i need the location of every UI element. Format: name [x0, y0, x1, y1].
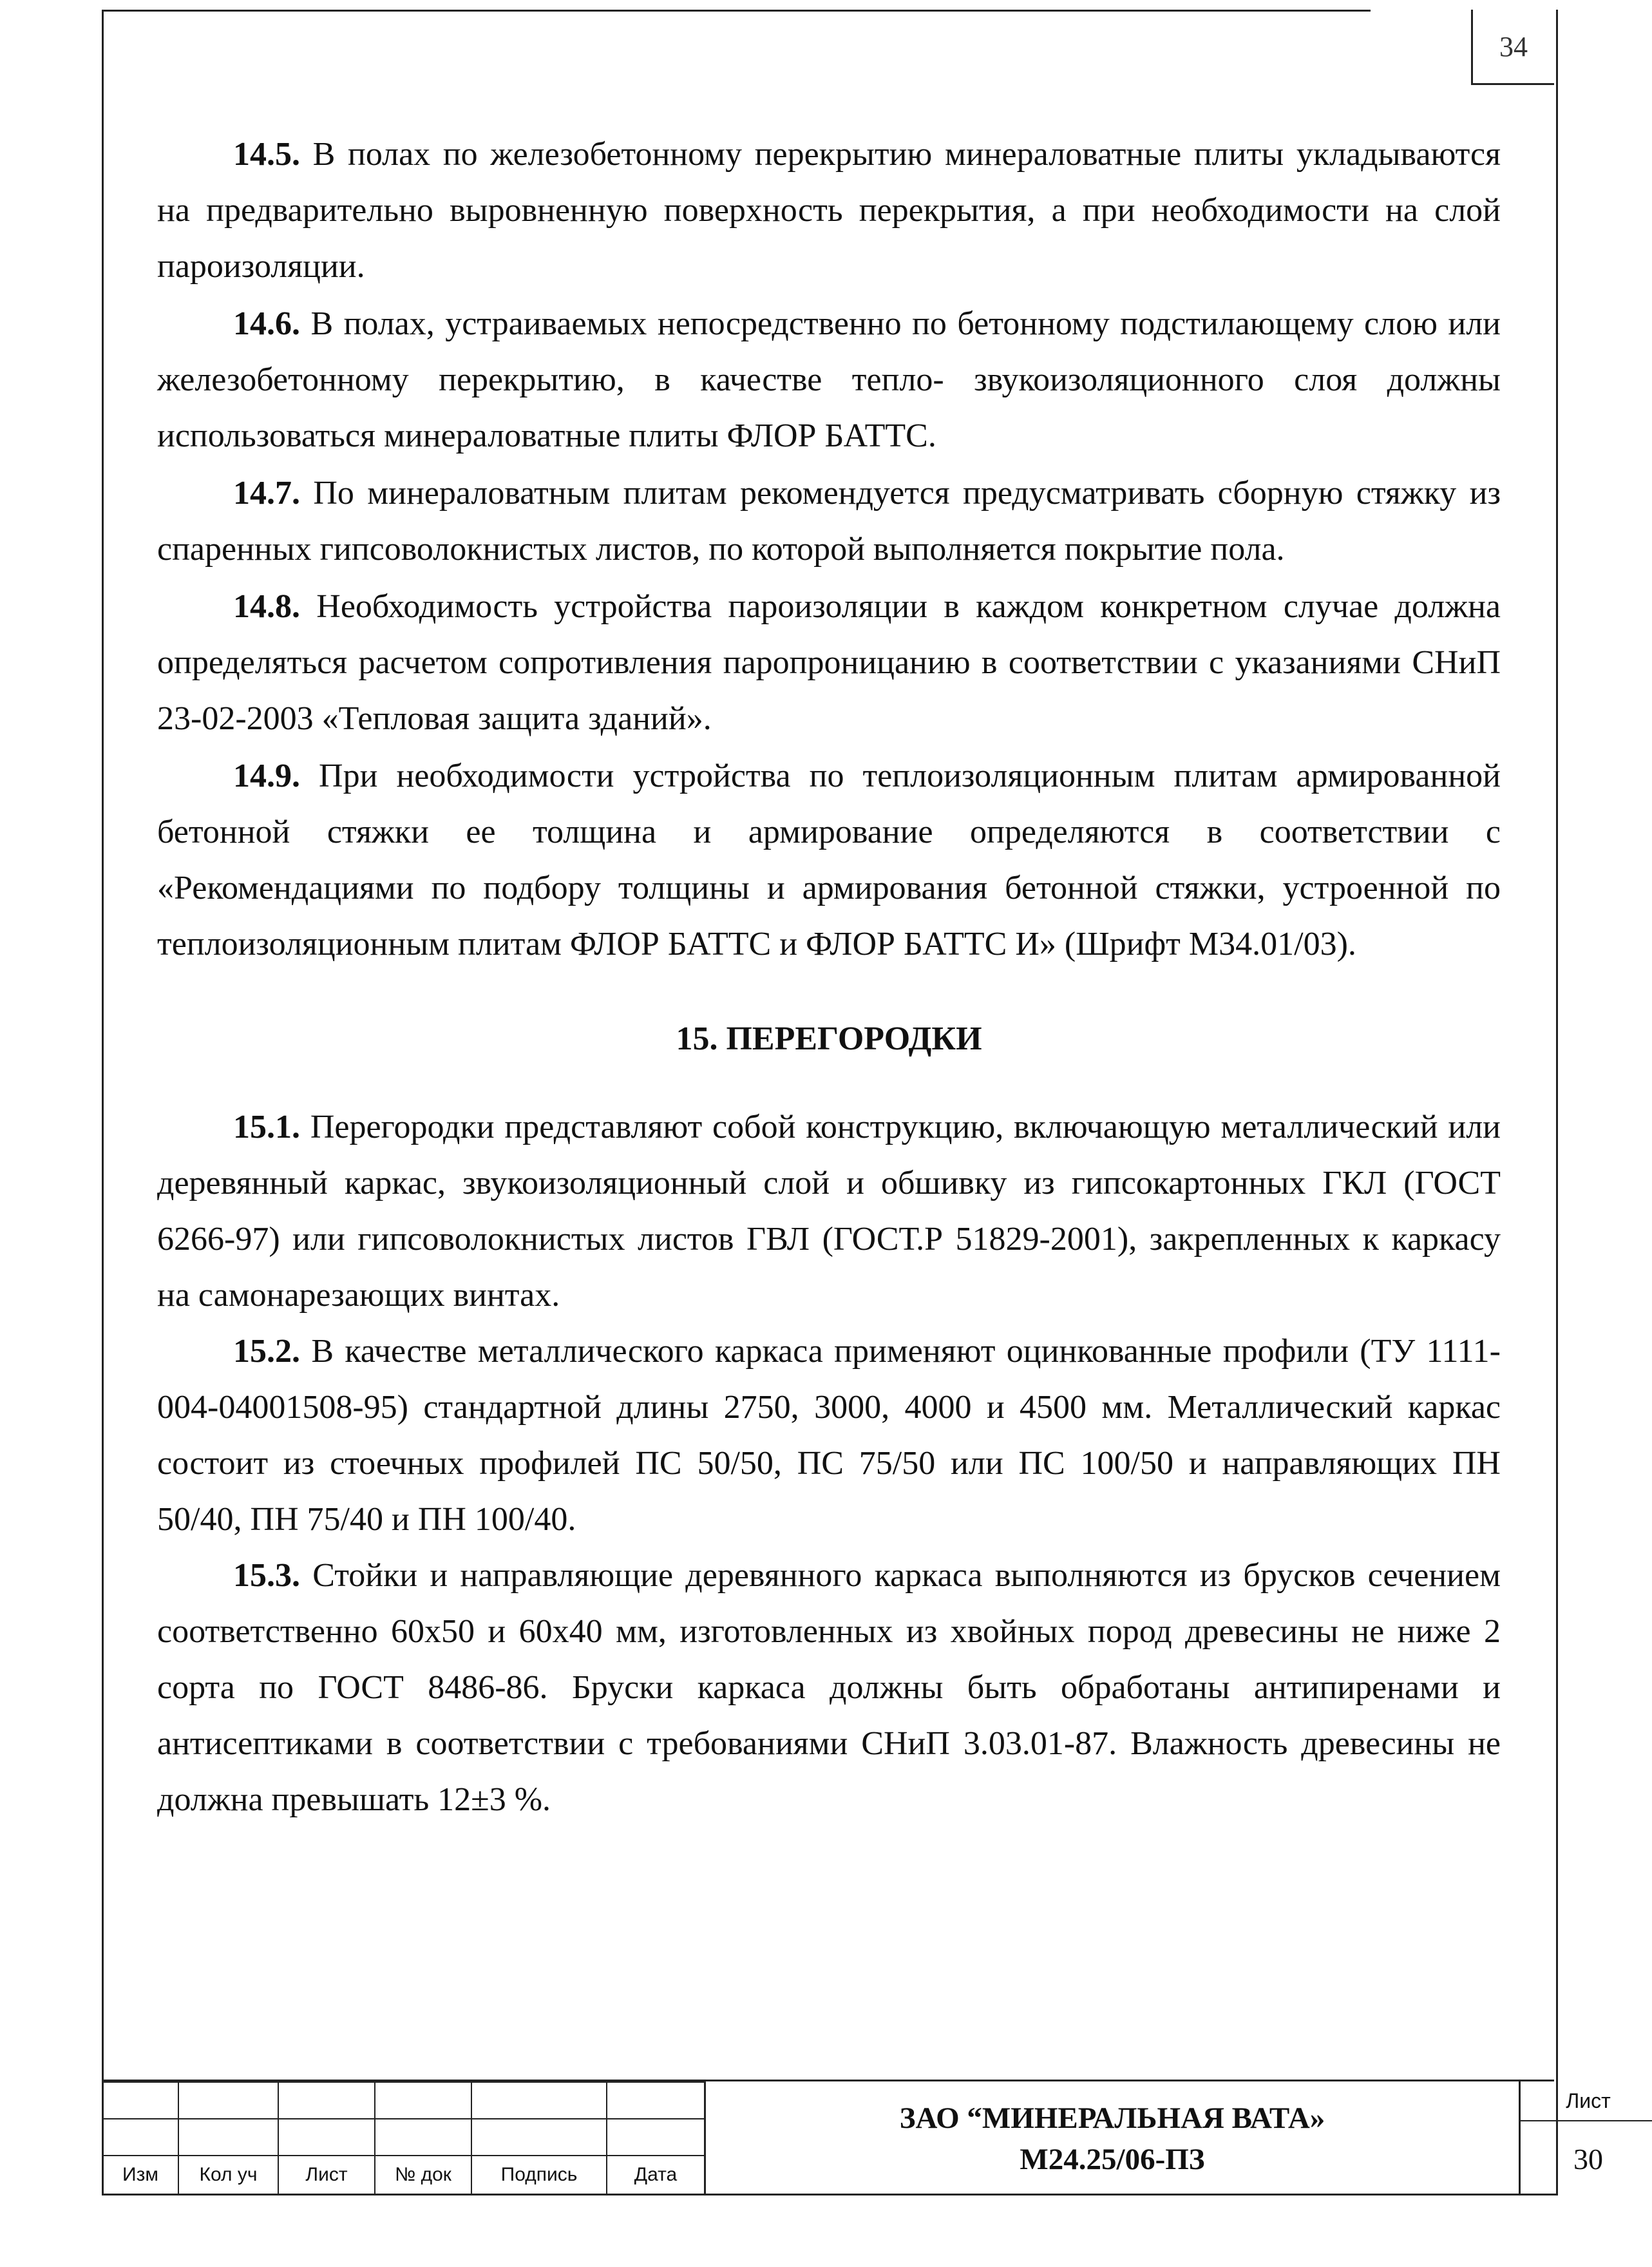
- paragraph-14-6: [157, 296, 1501, 464]
- paragraph-text: В полах по железобетонному перекрытию минераловатные плиты укладываются на предварительно выровненную поверхность перекрытия, а при необходимости на слой пароизоляции.: [157, 136, 1501, 285]
- label-kol-uch: Кол уч: [178, 2156, 278, 2194]
- paragraph-text: Перегородки представляют собой конструкцию, включающую металлический или деревянный каркас, звукоизоляционный слой и обшивку из гипсокартонных ГКЛ (ГОСТ 6266-97) или гипсоволокнистых листов ГВЛ (ГОСТ.Р 51829-2001), закрепленных к каркасу на самонарезающих винтах.: [157, 1109, 1501, 1314]
- label-doc-number: № док: [375, 2156, 471, 2194]
- paragraph-text: По минераловатным плитам рекомендуется предусматривать сборную стяжку из спаренных гипсоволокнистых листов, по которой выполняется покрытие пола.: [157, 475, 1501, 568]
- paragraph-number: 14.9.: [233, 758, 300, 794]
- paragraph-15-1: [157, 1099, 1501, 1323]
- paragraph-number: 15.3.: [233, 1557, 300, 1594]
- section-heading: 15. ПЕРЕГОРОДКИ: [676, 1020, 982, 1057]
- paragraph-number: 15.1.: [233, 1109, 300, 1145]
- paragraph-text: В полах, устраиваемых непосредственно по бетонному подстилающему слою или железобетонному перекрытию, в качестве тепло- звукоизоляционного слоя должны использоваться минераловатные плиты ФЛОР БАТТС.: [157, 305, 1501, 454]
- paragraph-text: В качестве металлического каркаса применяют оцинкованные профили (ТУ 1111-004-04001508-95) стандартной длины 2750, 3000, 4000 и 4500 мм. Металлический каркас состоит из стоечных профилей ПС 50/50, ПС 75/50 или ПС 100/50 и направляющих ПН 50/40, ПН 75/40 и ПН 100/40.: [157, 1333, 1501, 1538]
- paragraph-text: Необходимость устройства пароизоляции в каждом конкретном случае должна определяться расчетом сопротивления паропроницанию в соответствии с указаниями СНиП 23-02-2003 «Тепловая защита зданий».: [157, 588, 1501, 737]
- document-body: [157, 126, 1501, 1828]
- revision-table: [102, 2081, 705, 2195]
- paragraph-number: 14.5.: [233, 136, 300, 173]
- page-corner-number: 34: [1471, 10, 1554, 85]
- title-block: [102, 2080, 1611, 2195]
- label-izm: Изм: [102, 2156, 178, 2194]
- paragraph-text: При необходимости устройства по теплоизоляционным плитам армированной бетонной стяжки ее толщина и армирование определяются в соответствии с «Рекомендациями по подбору толщины и армирования бетонной стяжки, устроенной по теплоизоляционным плитам ФЛОР БАТТС и ФЛОР БАТТС И» (Шрифт М34.01/03).: [157, 758, 1501, 962]
- label-date: Дата: [607, 2156, 705, 2194]
- paragraph-15-3: [157, 1547, 1501, 1828]
- document-code: М24.25/06-ПЗ: [1020, 2142, 1205, 2176]
- frame-top-line: [102, 10, 1371, 12]
- paragraph-15-2: [157, 1323, 1501, 1547]
- company-name: ЗАО “МИНЕРАЛЬНАЯ ВАТА»: [899, 2101, 1325, 2135]
- paragraph-14-5: [157, 126, 1501, 294]
- sheet-cell: [1521, 2081, 1652, 2195]
- paragraph-number: 14.8.: [233, 588, 300, 625]
- paragraph-text: Стойки и направляющие деревянного каркаса выполняются из брусков сечением соответственно 60x50 и 60x40 мм, изготовленных из хвойных пород древесины не ниже 2 сорта по ГОСТ 8486-86. Бруски каркаса должны быть обработаны антипиренами и антисептиками в соответствии с требованиями СНиП 3.03.01-87. Влажность древесины не должна превышать 12±3 %.: [157, 1557, 1501, 1818]
- company-title: [704, 2081, 1521, 2195]
- paragraph-number: 14.7.: [233, 475, 300, 512]
- label-list: Лист: [278, 2156, 375, 2194]
- label-signature: Подпись: [471, 2156, 607, 2194]
- paragraph-14-7: [157, 465, 1501, 577]
- paragraph-14-9: [157, 748, 1501, 972]
- sheet-number: 30: [1573, 2143, 1603, 2176]
- paragraph-number: 15.2.: [233, 1333, 300, 1370]
- sheet-label: Лист: [1521, 2081, 1652, 2121]
- paragraph-14-8: [157, 579, 1501, 747]
- paragraph-number: 14.6.: [233, 305, 300, 342]
